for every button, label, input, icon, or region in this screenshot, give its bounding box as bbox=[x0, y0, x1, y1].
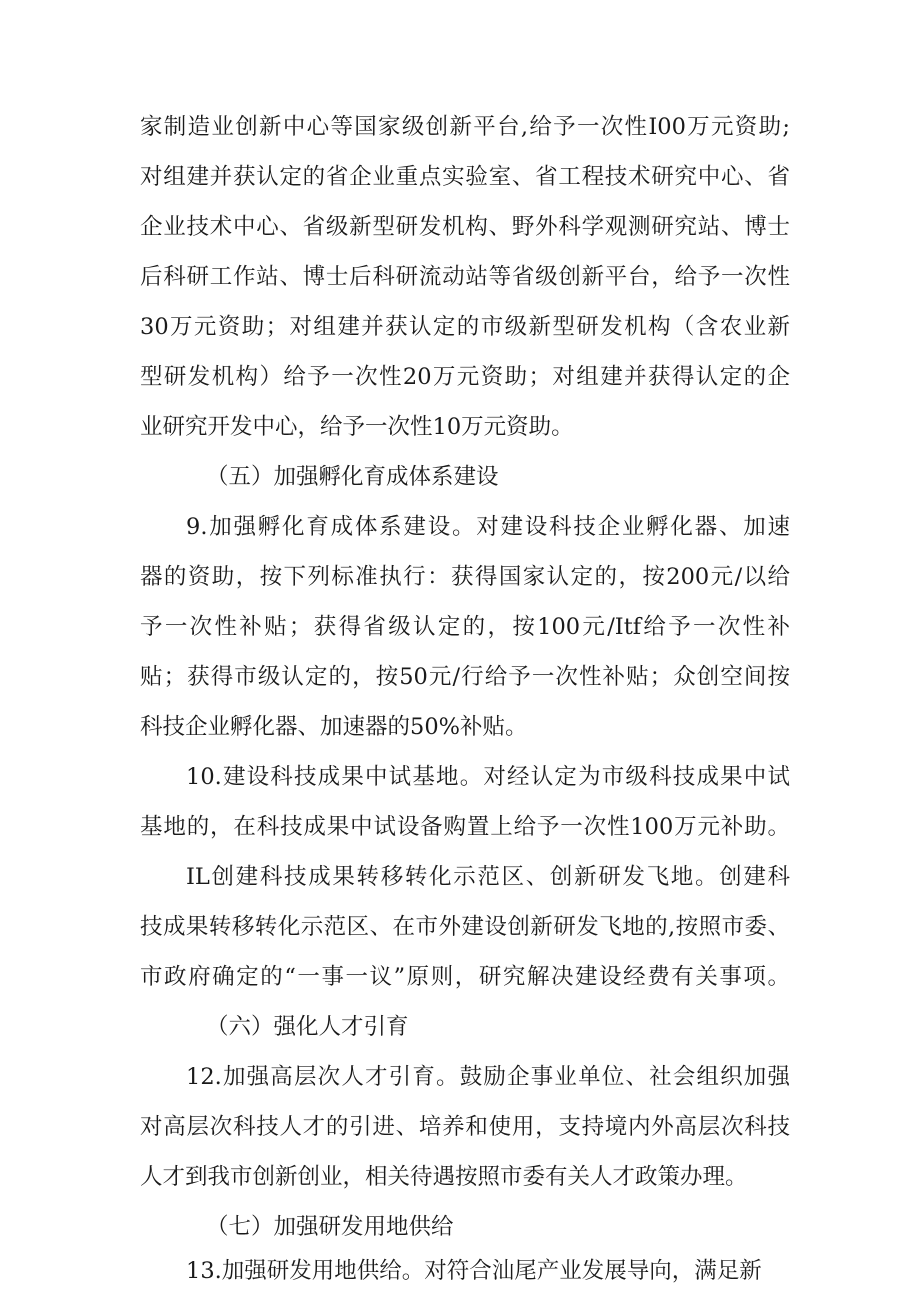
paragraph-line: 型研发机构）给予一次性20万元资助；对组建并获得认定的企 bbox=[140, 364, 790, 390]
paragraph-line: 10.建设科技成果中试基地。对经认定为市级科技成果中试 bbox=[186, 764, 790, 790]
paragraph-line: 市政府确定的“一事一议”原则，研究解决建设经费有关事项。 bbox=[140, 964, 790, 990]
paragraph-line: 器的资助，按下列标准执行：获得国家认定的，按200元/以给 bbox=[140, 564, 790, 590]
paragraph-line: 家制造业创新中心等国家级创新平台,给予一次性I00万元资助; bbox=[140, 114, 790, 140]
paragraph-line: 贴；获得市级认定的，按50元/行给予一次性补贴；众创空间按 bbox=[140, 664, 790, 690]
paragraph-line: 12.加强高层次人才引育。鼓励企事业单位、社会组织加强 bbox=[186, 1064, 790, 1090]
paragraph-line: 科技企业孵化器、加速器的50%补贴。 bbox=[140, 714, 528, 740]
paragraph-line: 对高层次科技人才的引进、培养和使用，支持境内外高层次科技 bbox=[140, 1114, 790, 1140]
paragraph-line: 技成果转移转化示范区、在市外建设创新研发飞地的,按照市委、 bbox=[140, 914, 790, 940]
paragraph-line: 业研究开发中心，给予一次性10万元资助。 bbox=[140, 414, 574, 440]
paragraph-line: 9.加强孵化育成体系建设。对建设科技企业孵化器、加速 bbox=[186, 514, 790, 540]
paragraph-line: 13.加强研发用地供给。对符合汕尾产业发展导向，满足新 bbox=[186, 1258, 762, 1284]
paragraph-line: 后科研工作站、博士后科研流动站等省级创新平台，给予一次性 bbox=[140, 264, 790, 290]
paragraph-line: 30万元资助；对组建并获认定的市级新型研发机构（含农业新 bbox=[140, 314, 790, 340]
section-heading: （五）加强孵化育成体系建设 bbox=[206, 464, 499, 490]
section-heading: （七）加强研发用地供给 bbox=[206, 1214, 454, 1240]
paragraph-line: 基地的，在科技成果中试设备购置上给予一次性100万元补助。 bbox=[140, 814, 790, 840]
paragraph-line: IL创建科技成果转移转化示范区、创新研发飞地。创建科 bbox=[186, 864, 790, 890]
section-heading: （六）强化人才引育 bbox=[206, 1014, 409, 1040]
paragraph-line: 对组建并获认定的省企业重点实验室、省工程技术研究中心、省 bbox=[140, 164, 790, 190]
paragraph-line: 予一次性补贴；获得省级认定的，按100元/Itf给予一次性补 bbox=[140, 614, 790, 640]
paragraph-line: 人才到我市创新创业，相关待遇按照市委有关人才政策办理。 bbox=[140, 1164, 748, 1190]
paragraph-line: 企业技术中心、省级新型研发机构、野外科学观测研究站、博士 bbox=[140, 214, 790, 240]
